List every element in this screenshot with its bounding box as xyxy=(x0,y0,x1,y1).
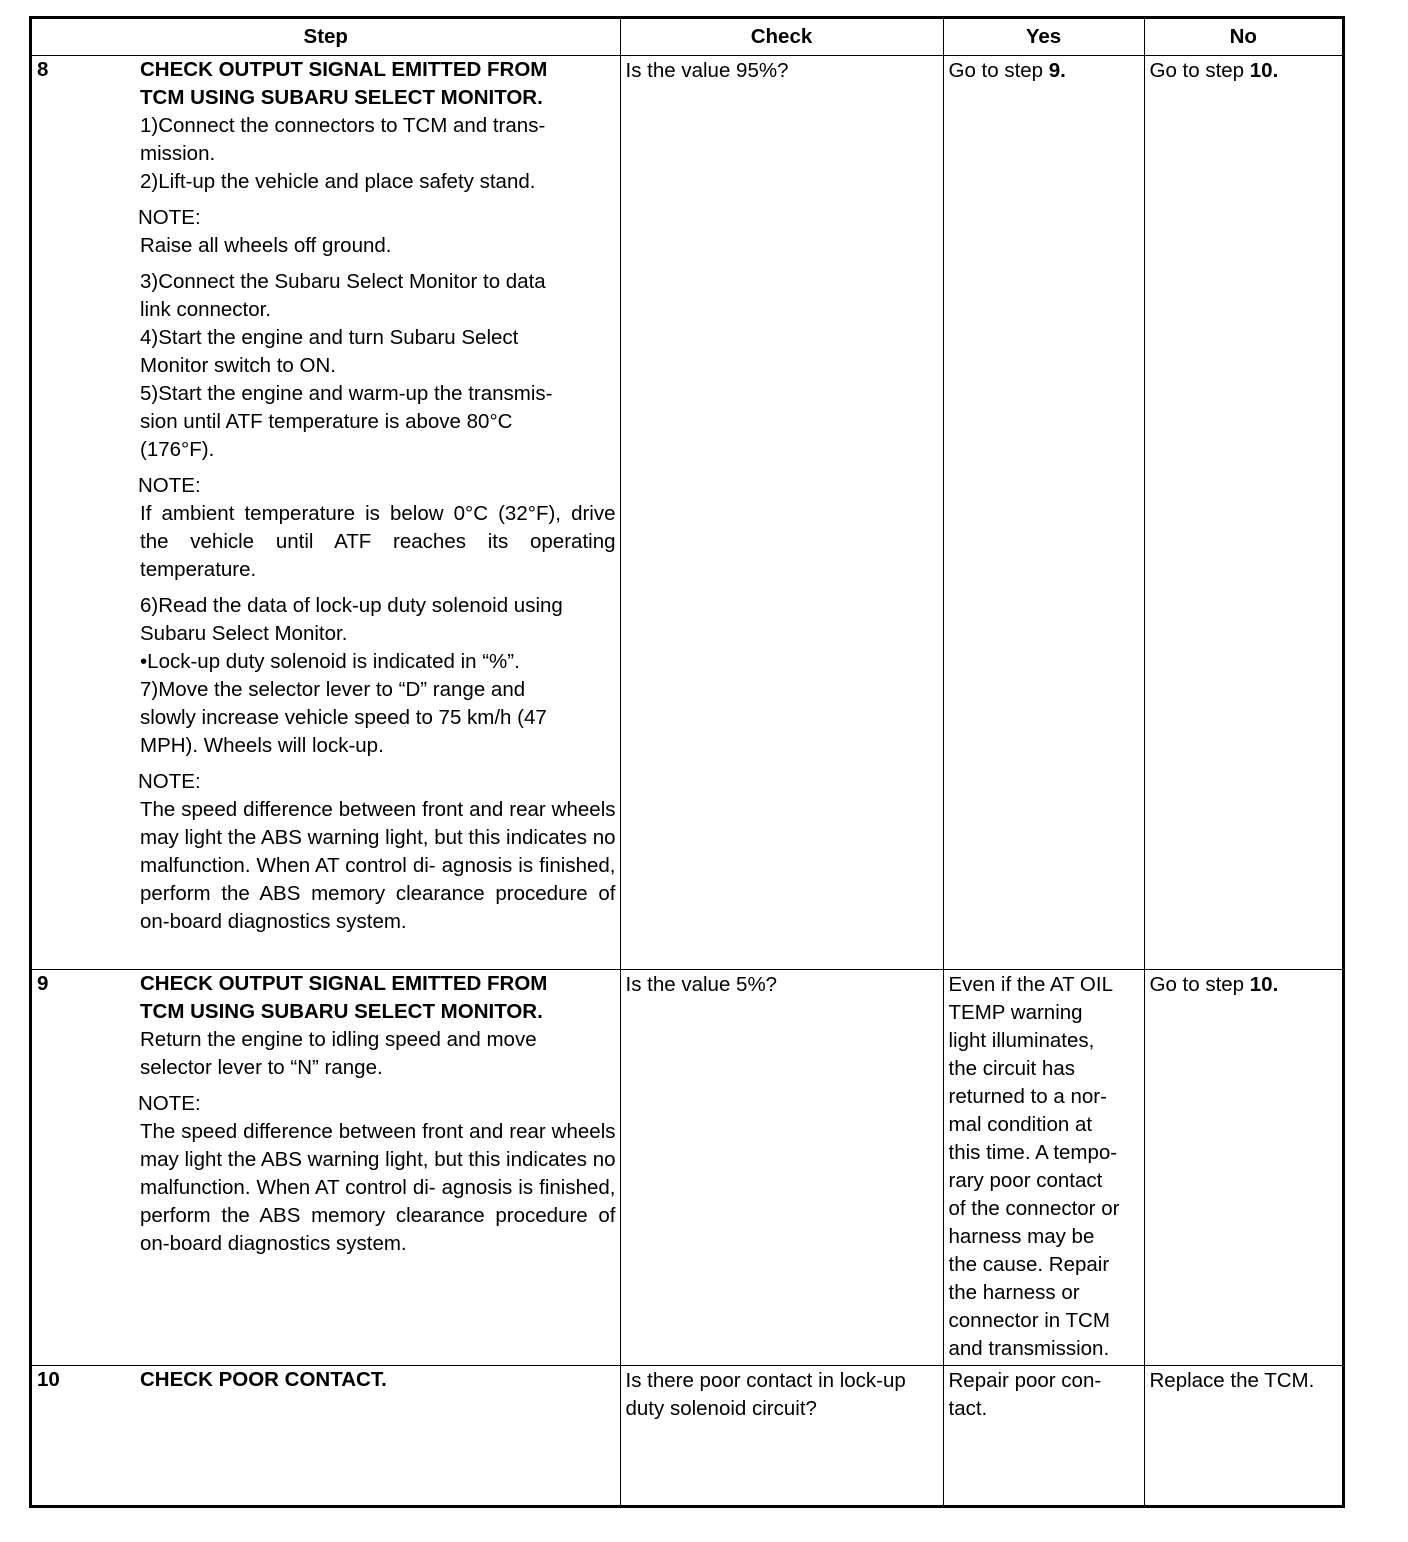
note-text: If ambient temperature is below 0°C (32°F), drive the vehicle until ATF reaches its operating temperature. xyxy=(140,502,616,581)
yes-line: of the connector or xyxy=(948,1197,1120,1220)
step-cell xyxy=(32,1366,620,1506)
instruction-line: 5)Start the engine and warm-up the transmis- xyxy=(140,382,553,405)
step-number: 9 xyxy=(37,972,49,995)
no-prefix: Go to step xyxy=(1149,59,1250,82)
table-row-step-9 xyxy=(32,970,1342,1366)
note-block xyxy=(140,204,616,260)
note-label: NOTE: xyxy=(138,474,201,497)
diagnostic-table-frame xyxy=(29,16,1345,1508)
yes-line: mal condition at xyxy=(948,1113,1093,1136)
note-label: NOTE: xyxy=(138,1092,201,1115)
step-title-line: CHECK OUTPUT SIGNAL EMITTED FROM xyxy=(140,58,548,81)
no-step-ref: 10. xyxy=(1249,59,1279,82)
table-row-step-8 xyxy=(32,56,1342,970)
table-header-row xyxy=(32,19,1342,56)
yes-line: TEMP warning xyxy=(948,1001,1083,1024)
yes-line: Even if the AT OIL xyxy=(948,973,1113,996)
note-block xyxy=(140,768,616,936)
header-no: No xyxy=(1144,19,1342,56)
note-label: NOTE: xyxy=(138,770,201,793)
yes-cell xyxy=(943,56,1144,970)
yes-line: light illuminates, xyxy=(948,1029,1095,1052)
yes-line: harness may be xyxy=(948,1225,1095,1248)
header-check: Check xyxy=(620,19,943,56)
no-cell xyxy=(1144,970,1342,1366)
no-cell xyxy=(1144,56,1342,970)
yes-line: this time. A tempo- xyxy=(948,1141,1118,1164)
yes-step-ref: 9. xyxy=(1048,59,1066,82)
instruction-line: 7)Move the selector lever to “D” range and xyxy=(140,678,526,701)
instruction-line: •Lock-up duty solenoid is indicated in “%”. xyxy=(140,650,520,673)
note-text: Raise all wheels off ground. xyxy=(140,234,392,257)
no-step-ref: 10. xyxy=(1249,973,1279,996)
yes-line: Repair poor con- xyxy=(948,1369,1102,1392)
header-yes: Yes xyxy=(943,19,1144,56)
yes-line: tact. xyxy=(948,1397,988,1420)
check-cell xyxy=(620,56,943,970)
instruction-line: sion until ATF temperature is above 80°C xyxy=(140,410,513,433)
yes-line: rary poor contact xyxy=(948,1169,1103,1192)
instruction-line: Subaru Select Monitor. xyxy=(140,622,348,645)
note-text: The speed difference between front and rear wheels may light the ABS warning light, but this indicates no malfunction. When AT control di- agnosis is finished, perform the ABS memory clearance procedure of on-board diagnostics system. xyxy=(140,1120,616,1255)
yes-line: the cause. Repair xyxy=(948,1253,1110,1276)
instruction-line: 1)Connect the connectors to TCM and trans- xyxy=(140,114,546,137)
step-cell xyxy=(32,56,620,970)
step-title-line: TCM USING SUBARU SELECT MONITOR. xyxy=(140,86,543,109)
step-number: 10 xyxy=(37,1368,60,1391)
step-number: 8 xyxy=(37,58,49,81)
header-step: Step xyxy=(32,19,620,56)
instruction-line: Return the engine to idling speed and move xyxy=(140,1028,537,1051)
step-cell xyxy=(32,970,620,1366)
instruction-line: selector lever to “N” range. xyxy=(140,1056,383,1079)
yes-cell xyxy=(943,970,1144,1366)
instruction-line: 2)Lift-up the vehicle and place safety stand. xyxy=(140,170,536,193)
yes-line: connector in TCM xyxy=(948,1309,1110,1332)
instruction-line: slowly increase vehicle speed to 75 km/h (47 xyxy=(140,706,547,729)
step-title-line: TCM USING SUBARU SELECT MONITOR. xyxy=(140,1000,543,1023)
instruction-line: 4)Start the engine and turn Subaru Select xyxy=(140,326,519,349)
diagnostic-table xyxy=(32,19,1342,1505)
note-text: The speed difference between front and rear wheels may light the ABS warning light, but this indicates no malfunction. When AT control di- agnosis is finished, perform the ABS memory clearance procedure of on-board diagnostics system. xyxy=(140,798,616,933)
check-cell xyxy=(620,970,943,1366)
note-block xyxy=(140,472,616,584)
step-title-line: CHECK POOR CONTACT. xyxy=(140,1368,387,1391)
yes-prefix: Go to step xyxy=(948,59,1049,82)
instruction-line: Monitor switch to ON. xyxy=(140,354,336,377)
check-cell xyxy=(620,1366,943,1506)
instruction-line: link connector. xyxy=(140,298,272,321)
check-line: Is there poor contact in lock-up xyxy=(625,1369,906,1392)
note-label: NOTE: xyxy=(138,206,201,229)
check-line: duty solenoid circuit? xyxy=(625,1397,817,1420)
no-text: Replace the TCM. xyxy=(1149,1369,1315,1392)
instruction-line: (176°F). xyxy=(140,438,215,461)
no-prefix: Go to step xyxy=(1149,973,1250,996)
instruction-line: mission. xyxy=(140,142,216,165)
note-block xyxy=(140,1090,616,1258)
step-title-line: CHECK OUTPUT SIGNAL EMITTED FROM xyxy=(140,972,548,995)
instruction-line: 3)Connect the Subaru Select Monitor to data xyxy=(140,270,546,293)
check-text: Is the value 95%? xyxy=(625,59,789,82)
check-text: Is the value 5%? xyxy=(625,973,778,996)
yes-line: the harness or xyxy=(948,1281,1080,1304)
instruction-line: MPH). Wheels will lock-up. xyxy=(140,734,384,757)
yes-line: the circuit has xyxy=(948,1057,1075,1080)
no-cell xyxy=(1144,1366,1342,1506)
table-row-step-10 xyxy=(32,1366,1342,1506)
instruction-line: 6)Read the data of lock-up duty solenoid using xyxy=(140,594,563,617)
yes-cell xyxy=(943,1366,1144,1506)
yes-line: and transmission. xyxy=(948,1337,1110,1360)
yes-line: returned to a nor- xyxy=(948,1085,1107,1108)
